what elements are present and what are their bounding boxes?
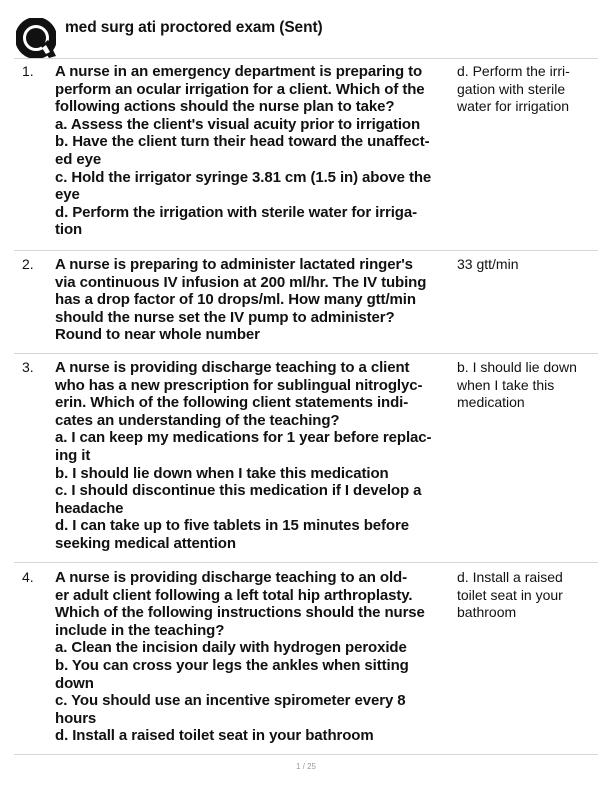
question-number: 1. <box>22 63 34 79</box>
answer-line: toilet seat in your <box>457 586 563 603</box>
question-line: should the nurse set the IV pump to administer? <box>55 308 395 326</box>
question-line: perform an ocular irrigation for a client. Which of the <box>55 80 425 98</box>
answer-text <box>457 256 598 274</box>
question-line: A nurse is providing discharge teaching to a client <box>55 359 410 376</box>
question-line: c. You should use an incentive spirometer every 8 <box>55 692 406 710</box>
question-line: tion <box>55 221 83 239</box>
question-line: who has a new prescription for sublingual nitroglyc- <box>55 376 423 394</box>
question-line: hours <box>55 709 97 727</box>
answer-line: d. Perform the irri- <box>457 63 570 79</box>
question-line: b. You can cross your legs the ankles when sitting <box>55 656 409 674</box>
question-line: via continuous IV infusion at 200 ml/hr. The IV tubing <box>55 273 427 291</box>
question-text <box>55 256 455 344</box>
question-text <box>55 569 455 745</box>
question-line: c. Hold the irrigator syringe 3.81 cm (1.5 in) above the <box>55 168 432 186</box>
question-line: d. I can take up to five tablets in 15 minutes before <box>55 517 409 535</box>
question-number: 3. <box>22 359 34 375</box>
question-line: ed eye <box>55 150 102 168</box>
question-line: A nurse is preparing to administer lactated ringer's <box>55 256 413 273</box>
question-line: headache <box>55 499 124 517</box>
answer-line: d. Install a raised <box>457 569 563 585</box>
answer-line: 33 gtt/min <box>457 256 519 272</box>
divider <box>14 562 598 563</box>
question-line: b. I should lie down when I take this medication <box>55 464 389 482</box>
page-title: med surg ati proctored exam (Sent) <box>65 19 323 36</box>
divider <box>14 250 598 251</box>
question-text <box>55 63 455 239</box>
divider <box>14 58 598 59</box>
question-line: Round to near whole number <box>55 326 260 344</box>
question-line: eye <box>55 186 80 204</box>
question-item-3 <box>14 359 598 555</box>
answer-line: when I take this <box>457 376 555 393</box>
question-line: a. Clean the incision daily with hydrogen peroxide <box>55 639 407 657</box>
quizlet-q-logo-icon <box>16 18 56 58</box>
answer-line: medication <box>457 394 525 411</box>
question-item-4 <box>14 569 598 749</box>
question-item-1 <box>14 63 598 243</box>
page-header <box>14 12 598 56</box>
question-line: erin. Which of the following client statements indi- <box>55 394 409 412</box>
question-number: 4. <box>22 569 34 585</box>
question-line: seeking medical attention <box>55 534 236 552</box>
question-line: A nurse in an emergency department is preparing to <box>55 63 423 80</box>
question-item-2 <box>14 256 598 346</box>
question-number: 2. <box>22 256 34 272</box>
answer-text <box>457 359 598 412</box>
question-line: c. I should discontinue this medication if I develop a <box>55 482 422 500</box>
question-line: ing it <box>55 446 91 464</box>
question-line: A nurse is providing discharge teaching to an old- <box>55 569 407 586</box>
answer-line: bathroom <box>457 604 517 621</box>
page-indicator: 1 / 25 <box>295 762 316 771</box>
question-line: down <box>55 674 94 692</box>
divider <box>14 353 598 354</box>
question-line: following actions should the nurse plan to take? <box>55 98 395 116</box>
question-line: d. Install a raised toilet seat in your bathroom <box>55 727 374 745</box>
question-line: a. Assess the client's visual acuity prior to irrigation <box>55 115 421 133</box>
question-line: cates an understanding of the teaching? <box>55 411 340 429</box>
question-line: b. Have the client turn their head toward the unaffect- <box>55 133 430 151</box>
question-line: d. Perform the irrigation with sterile water for irriga- <box>55 203 417 221</box>
question-line: include in the teaching? <box>55 621 225 639</box>
answer-text <box>457 63 598 116</box>
answer-text <box>457 569 598 622</box>
question-line: Which of the following instructions should the nurse <box>55 604 425 622</box>
question-line: has a drop factor of 10 drops/ml. How many gtt/min <box>55 291 416 309</box>
question-line: er adult client following a left total hip arthroplasty. <box>55 586 413 604</box>
question-line: a. I can keep my medications for 1 year before replac- <box>55 429 432 447</box>
answer-line: gation with sterile <box>457 80 566 97</box>
question-text <box>55 359 455 553</box>
answer-line: b. I should lie down <box>457 359 577 375</box>
divider <box>14 754 598 755</box>
answer-line: water for irrigation <box>457 98 570 115</box>
